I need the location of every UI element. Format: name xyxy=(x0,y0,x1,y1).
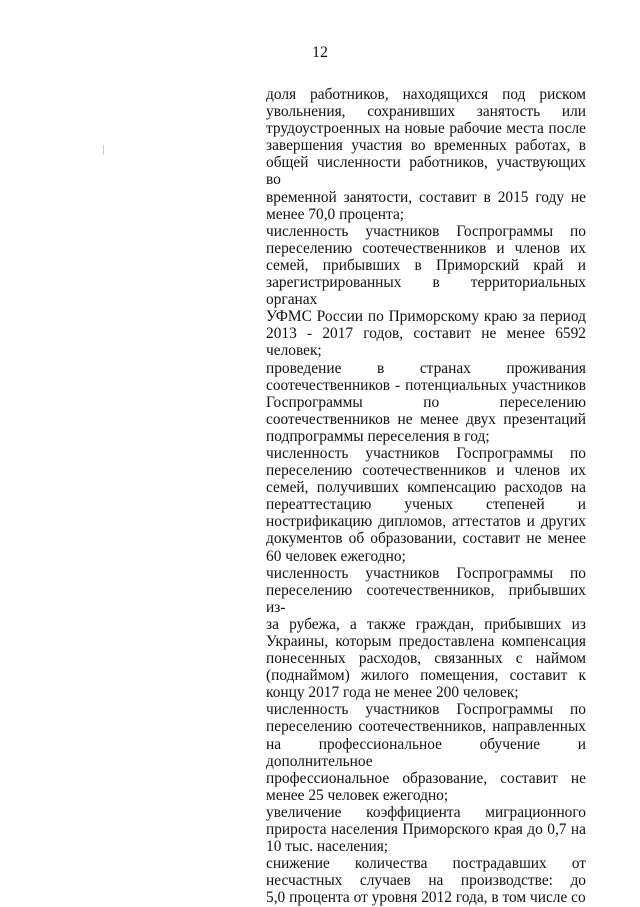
text-line: подпрограммы переселения в год; xyxy=(266,427,490,445)
text-line: численность участников Госпрограммы по xyxy=(266,701,586,719)
text-line: менее 25 человек ежегодно; xyxy=(266,786,449,804)
scan-mark xyxy=(103,145,104,155)
paragraph xyxy=(266,86,586,223)
text-line: временной занятости, составит в 2015 году не xyxy=(266,188,586,206)
text-line: соотечественников - потенциальных участников xyxy=(266,376,586,394)
text-line: численность участников Госпрограммы по xyxy=(266,444,586,462)
text-line: документов об образовании, составит не менее xyxy=(266,530,586,548)
text-line: профессиональное образование, составит не xyxy=(266,769,586,787)
text-line: трудоустроенных на новые рабочие места после xyxy=(266,120,586,138)
text-line: численность участников Госпрограммы по xyxy=(266,222,586,240)
text-line: соотечественников не менее двух презентаций xyxy=(266,410,586,428)
text-line: завершения участия во временных работах, в xyxy=(266,137,586,155)
text-line: 60 человек ежегодно; xyxy=(266,547,406,565)
text-line: зарегистрированных в территориальных органах xyxy=(266,274,586,309)
text-line: УФМС России по Приморскому краю за период xyxy=(266,308,586,326)
page-number: 12 xyxy=(312,44,328,61)
text-line: общей численности работников, участвующих во xyxy=(266,154,586,189)
paragraph xyxy=(266,565,586,702)
paragraph xyxy=(266,804,586,855)
text-line: несчастных случаев на производстве: до xyxy=(266,872,586,890)
text-line: увеличение коэффициента миграционного xyxy=(266,803,586,821)
text-line: переселению соотечественников и членов их xyxy=(266,239,586,257)
text-line: проведение в странах проживания xyxy=(266,359,586,377)
paragraph xyxy=(266,855,586,906)
text-line: понесенных расходов, связанных с наймом xyxy=(266,650,586,668)
text-line: концу 2017 года не менее 200 человек; xyxy=(266,684,519,702)
text-line: снижение количества пострадавших от xyxy=(266,855,586,873)
text-line: переселению соотечественников и членов их xyxy=(266,462,586,480)
text-line: Госпрограммы по переселению xyxy=(266,393,586,411)
text-line: (поднаймом) жилого помещения, составит к xyxy=(266,667,586,685)
text-line: переселению соотечественников, прибывших из- xyxy=(266,581,586,616)
document-body xyxy=(266,86,586,907)
text-line: семей, получивших компенсацию расходов на xyxy=(266,479,586,497)
paragraph xyxy=(266,445,586,565)
text-line: за рубежа, а также граждан, прибывших из xyxy=(266,615,586,633)
text-line: нострификацию дипломов, аттестатов и других xyxy=(266,513,586,531)
paragraph xyxy=(266,701,586,804)
text-line: доля работников, находящихся под риском xyxy=(266,86,586,103)
text-line: менее 70,0 процента; xyxy=(266,205,405,223)
text-line: 5,0 процента от уровня 2012 года, в том числе со xyxy=(266,889,586,907)
text-line: прироста населения Приморского края до 0,7 на xyxy=(266,821,586,839)
text-line: на профессиональное обучение и дополнительное xyxy=(266,735,586,770)
text-line: 2013 - 2017 годов, составит не менее 6592 человек; xyxy=(266,325,586,360)
text-line: численность участников Госпрограммы по xyxy=(266,564,586,582)
text-line: переселению соотечественников, направленных xyxy=(266,718,586,736)
text-line: Украины, которым предоставлена компенсация xyxy=(266,633,586,650)
paragraph xyxy=(266,360,586,445)
text-line: увольнения, сохранивших занятость или xyxy=(266,103,586,121)
text-line: 10 тыс. населения; xyxy=(266,838,389,856)
text-line: семей, прибывших в Приморский край и xyxy=(266,256,586,274)
paragraph xyxy=(266,223,586,360)
text-line: переаттестацию ученых степеней и xyxy=(266,496,586,514)
